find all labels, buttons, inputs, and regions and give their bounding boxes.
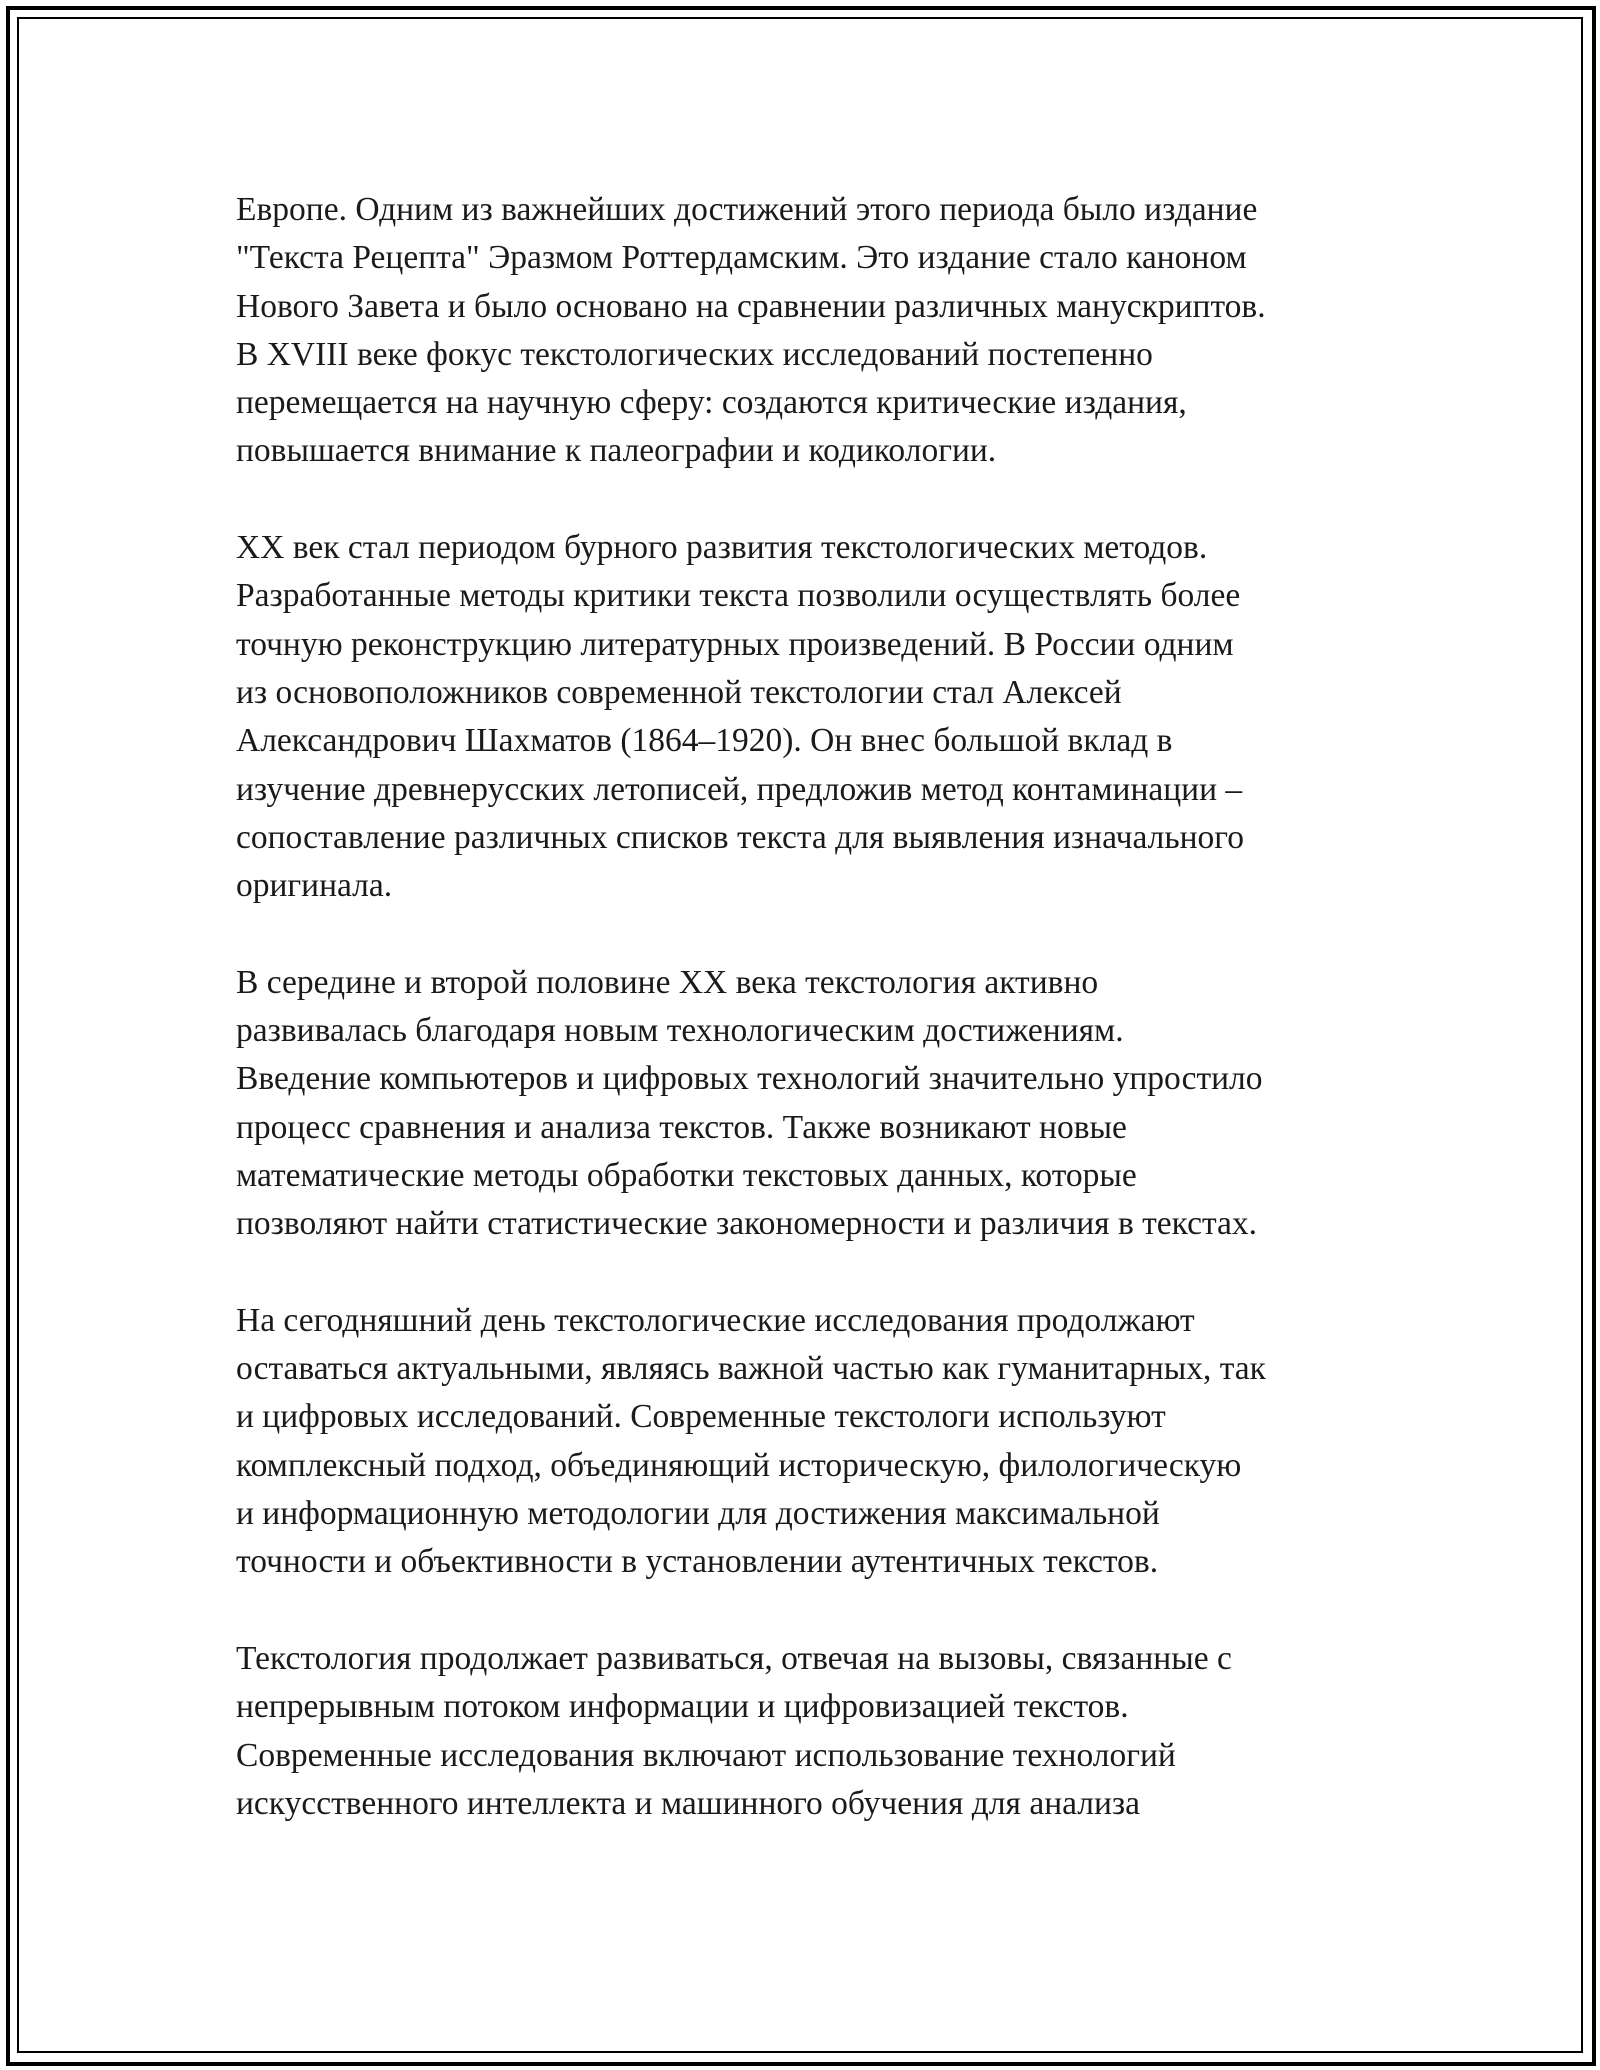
text-line: и цифровых исследований. Современные текстологи используют (236, 1398, 1166, 1436)
text-line: и информационную методологии для достижения максимальной (236, 1495, 1160, 1533)
text-line: Нового Завета и было основано на сравнении различных манускриптов. (236, 287, 1266, 325)
text-line: комплексный подход, объединяющий историческую, филологическую (236, 1446, 1242, 1484)
paragraph-today (236, 1297, 1396, 1587)
text-line: XX век стал периодом бурного развития текстологических методов. (236, 529, 1208, 567)
text-line: искусственного интеллекта и машинного обучения для анализа (236, 1784, 1141, 1822)
text-line: непрерывным потоком информации и цифровизацией текстов. (236, 1688, 1129, 1726)
text-line: точности и объективности в установлении аутентичных текстов. (236, 1543, 1159, 1581)
text-line: оригинала. (236, 867, 393, 905)
text-line: В середине и второй половине XX века текстология активно (236, 963, 1099, 1001)
text-line: В XVIII веке фокус текстологических исследований постепенно (236, 335, 1153, 373)
paragraph-mid-century (236, 959, 1396, 1249)
text-line: точную реконструкцию литературных произведений. В России одним (236, 625, 1234, 663)
text-line: из основоположников современной текстологии стал Алексей (236, 673, 1122, 711)
text-line: изучение древнерусских летописей, предложив метод контаминации – (236, 770, 1243, 808)
text-line: математические методы обработки текстовых данных, которые (236, 1156, 1137, 1194)
text-line: Введение компьютеров и цифровых технологий значительно упростило (236, 1060, 1263, 1098)
text-line: Текстология продолжает развиваться, отвечая на вызовы, связанные с (236, 1639, 1232, 1677)
text-line: сопоставление различных списков текста для выявления изначального (236, 818, 1244, 856)
paragraph-erasmus (236, 186, 1396, 476)
text-line: процесс сравнения и анализа текстов. Также возникают новые (236, 1108, 1127, 1146)
text-line: оставаться актуальными, являясь важной частью как гуманитарных, так (236, 1350, 1266, 1388)
text-line: На сегодняшний день текстологические исследования продолжают (236, 1301, 1195, 1339)
text-line: Разработанные методы критики текста позволили осуществлять более (236, 577, 1241, 615)
text-line: "Текста Рецепта" Эразмом Роттердамским. Это издание стало каноном (236, 239, 1247, 277)
paragraph-20th-century (236, 524, 1396, 910)
text-line: Современные исследования включают использование технологий (236, 1736, 1176, 1774)
text-line: Александрович Шахматов (1864–1920). Он внес большой вклад в (236, 722, 1173, 760)
paragraph-future (236, 1635, 1396, 1828)
text-line: перемещается на научную сферу: создаются критические издания, (236, 384, 1187, 422)
text-line: повышается внимание к палеографии и кодикологии. (236, 432, 997, 470)
text-line: Европе. Одним из важнейших достижений этого периода было издание (236, 191, 1258, 228)
document-body (236, 186, 1396, 1876)
text-line: позволяют найти статистические закономерности и различия в текстах. (236, 1205, 1258, 1243)
text-line: развивалась благодаря новым технологическим достижениям. (236, 1012, 1124, 1050)
